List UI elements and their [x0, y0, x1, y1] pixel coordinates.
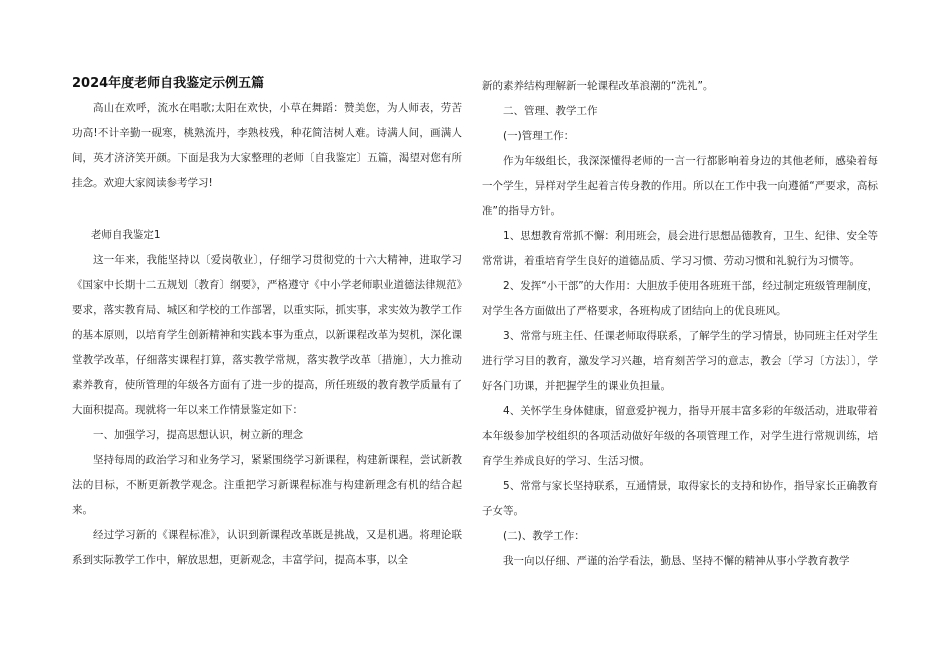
heading-2: 二、管理、教学工作: [503, 105, 598, 117]
paragraph-2: 坚持每周的政治学习和业务学习，紧紧围绕学习新课程，构建新课程，尝试新教法的目标，不断更新教学观念。注重把学习新课程标准与构建新理念有机的结合起来。: [72, 454, 462, 516]
right-column: [482, 74, 878, 574]
paragraph-5: 我一向以仔细、严谨的治学看法，勤恳、坚持不懈的精神从事小学教育教学: [503, 555, 850, 567]
subheading-management: (一)管理工作：: [503, 130, 575, 142]
left-column: [72, 74, 462, 573]
document-title: 2024年度老师自我鉴定示例五篇: [72, 76, 265, 91]
paragraph-3: 经过学习新的《课程标准》，认识到新课程改革既是挑战，又是机遇。将理论联系到实际教学工作中，解放思想，更新观念，丰富学问，提高本事，以全: [72, 529, 462, 566]
section-subtitle: 老师自我鉴定1: [90, 229, 161, 241]
list-item-5: 5、常常与家长坚持联系，互通情景，取得家长的支持和协作，指导家长正确教育子女等。: [482, 480, 878, 517]
list-item-2: 2、发挥“小干部”的大作用：大胆放手使用各班班干部，经过制定班级管理制度，对学生各方面做出了严格要求，各班构成了团结向上的优良班风。: [482, 280, 878, 317]
continued-text: 新的素养结构理解新一轮课程改革浪潮的“洗礼”。: [482, 80, 714, 92]
heading-1: 一、加强学习，提高思想认识，树立新的理念: [93, 429, 303, 441]
paragraph-4: 作为年级组长，我深深懂得老师的一言一行都影响着身边的其他老师，感染着每一个学生，异样对学生起着言传身教的作用。所以在工作中我一向遵循“严要求，高标准”的指导方针。: [482, 155, 878, 217]
intro-paragraph: 高山在欢呼，流水在唱歌;太阳在欢快，小草在舞蹈：赞美您，为人师表，劳苦功高!不计辛勤一砚寒，桃熟流丹，李熟枝残，种花简洁树人难。诗满人间，画满人间，英才济济笑开颜。下面是我为大家整理的老师〔自我鉴定〕五篇，渴望对您有所挂念。欢迎大家阅读参考学习!: [72, 102, 462, 189]
list-item-1: 1、思想教育常抓不懈：利用班会，晨会进行思想品德教育，卫生、纪律、安全等常常讲，着重培育学生良好的道德品质、学习习惯、劳动习惯和礼貌行为习惯等。: [482, 230, 878, 267]
paragraph-1: 这一年来，我能坚持以〔爱岗敬业〕，仔细学习贯彻党的十六大精神，进取学习《国家中长期十二五规划〔教育〕纲要》，严格遵守《中小学老师职业道德法律规范》要求，落实教育局、城区和学校的工作部署，以重实际，抓实事，求实效为教学工作的基本原则，以培育学生创新精神和实践本事为重点，以新课程改革为契机，深化课堂教学改革，仔细落实课程打算，落实教学常规，落实教学改革〔措施〕，大力推动素养教育，使所管理的年级各方面有了进一步的提高，所任班级的教育教学质量有了大面积提高。现就将一年以来工作情景鉴定如下：: [72, 254, 462, 416]
list-item-4: 4、关怀学生身体健康，留意爱护视力，指导开展丰富多彩的年级活动，进取带着本年级参加学校组织的各项活动做好年级的各项管理工作，对学生进行常规训练，培育学生养成良好的学习、生活习惯。: [482, 405, 878, 467]
list-item-3: 3、常常与班主任、任课老师取得联系，了解学生的学习情景，协同班主任对学生进行学习目的教育，激发学习兴趣，培育刻苦学习的意志，教会〔学习〔方法〕〕，学好各门功课，并把握学生的课业负担量。: [482, 330, 878, 392]
blank-line: [72, 196, 462, 223]
subheading-teaching: (二)、教学工作：: [503, 530, 585, 542]
